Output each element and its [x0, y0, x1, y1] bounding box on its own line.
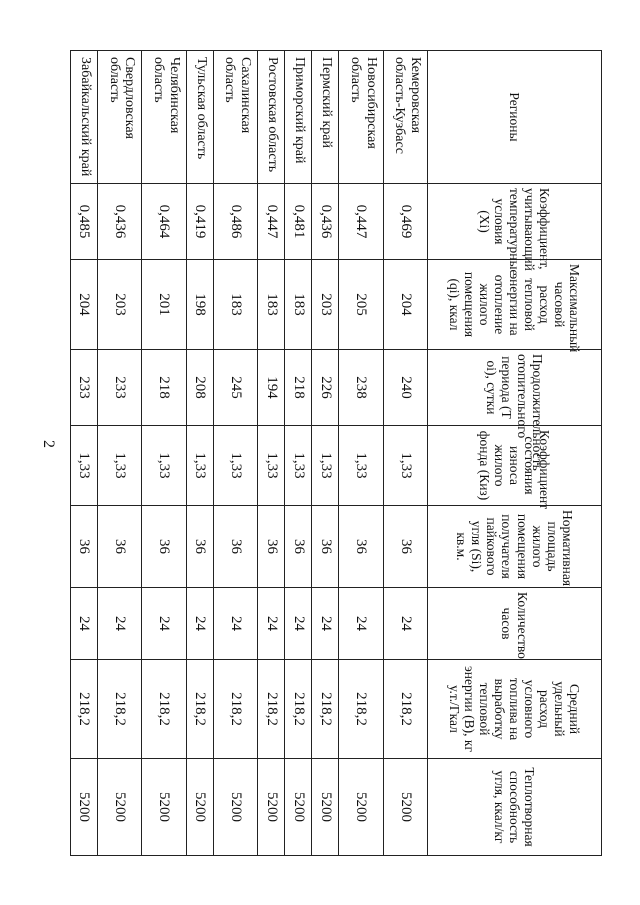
heating-period-cell: 194 [258, 350, 285, 426]
hours-cell: 24 [142, 588, 186, 660]
region-cell: Пермский край [312, 51, 339, 184]
header-norm-area: Нормативная площадь жилого помещения получателя пайкового угля (Si), кв.м. [428, 506, 602, 588]
fuel-consumption-cell: 218,2 [186, 660, 213, 759]
max-hourly-heat-cell: 198 [186, 260, 213, 350]
table-row [213, 51, 257, 856]
hours-cell: 24 [339, 588, 383, 660]
hours-cell: 24 [285, 588, 312, 660]
heating-period-cell: 218 [142, 350, 186, 426]
table-row [285, 51, 312, 856]
table-row [98, 51, 142, 856]
norm-area-cell: 36 [258, 506, 285, 588]
region-cell: Челябинская область [142, 51, 186, 184]
table-row [186, 51, 213, 856]
temperature-coefficient-cell: 0,481 [285, 184, 312, 260]
calorific-value-cell: 5200 [383, 759, 427, 856]
norm-area-cell: 36 [383, 506, 427, 588]
rotated-table-container [70, 50, 602, 855]
heating-period-cell: 238 [339, 350, 383, 426]
calorific-value-cell: 5200 [339, 759, 383, 856]
wear-coefficient-cell: 1,33 [213, 426, 257, 506]
wear-coefficient-cell: 1,33 [142, 426, 186, 506]
fuel-consumption-cell: 218,2 [339, 660, 383, 759]
coal-norms-table [70, 50, 602, 856]
fuel-consumption-cell: 218,2 [285, 660, 312, 759]
norm-area-cell: 36 [339, 506, 383, 588]
table-row [312, 51, 339, 856]
heating-period-cell: 226 [312, 350, 339, 426]
fuel-consumption-cell: 218,2 [258, 660, 285, 759]
wear-coefficient-cell: 1,33 [339, 426, 383, 506]
heating-period-cell: 218 [285, 350, 312, 426]
page-number: 2 [40, 440, 57, 448]
table-header-row [428, 51, 602, 856]
norm-area-cell: 36 [312, 506, 339, 588]
calorific-value-cell: 5200 [98, 759, 142, 856]
temperature-coefficient-cell: 0,436 [312, 184, 339, 260]
wear-coefficient-cell: 1,33 [186, 426, 213, 506]
region-cell: Приморский край [285, 51, 312, 184]
header-temperature-coefficient: Коэффициент, учитывающий температурные условия (Хi) [428, 184, 602, 260]
table-row [71, 51, 98, 856]
hours-cell: 24 [213, 588, 257, 660]
region-cell: Кемеровская область-Кузбасс [383, 51, 427, 184]
calorific-value-cell: 5200 [285, 759, 312, 856]
norm-area-cell: 36 [213, 506, 257, 588]
calorific-value-cell: 5200 [213, 759, 257, 856]
table-row [383, 51, 427, 856]
hours-cell: 24 [186, 588, 213, 660]
table-row [142, 51, 186, 856]
fuel-consumption-cell: 218,2 [142, 660, 186, 759]
table-row [339, 51, 383, 856]
temperature-coefficient-cell: 0,486 [213, 184, 257, 260]
wear-coefficient-cell: 1,33 [258, 426, 285, 506]
wear-coefficient-cell: 1,33 [312, 426, 339, 506]
max-hourly-heat-cell: 204 [71, 260, 98, 350]
max-hourly-heat-cell: 183 [258, 260, 285, 350]
table-body [71, 51, 428, 856]
norm-area-cell: 36 [142, 506, 186, 588]
fuel-consumption-cell: 218,2 [71, 660, 98, 759]
max-hourly-heat-cell: 205 [339, 260, 383, 350]
wear-coefficient-cell: 1,33 [285, 426, 312, 506]
calorific-value-cell: 5200 [71, 759, 98, 856]
norm-area-cell: 36 [285, 506, 312, 588]
hours-cell: 24 [258, 588, 285, 660]
region-cell: Тульская область [186, 51, 213, 184]
heating-period-cell: 233 [71, 350, 98, 426]
temperature-coefficient-cell: 0,464 [142, 184, 186, 260]
region-cell: Забайкальский край [71, 51, 98, 184]
heating-period-cell: 233 [98, 350, 142, 426]
hours-cell: 24 [98, 588, 142, 660]
temperature-coefficient-cell: 0,436 [98, 184, 142, 260]
fuel-consumption-cell: 218,2 [98, 660, 142, 759]
norm-area-cell: 36 [71, 506, 98, 588]
hours-cell: 24 [71, 588, 98, 660]
header-hours: Количество часов [428, 588, 602, 660]
region-cell: Ростовская область [258, 51, 285, 184]
temperature-coefficient-cell: 0,419 [186, 184, 213, 260]
hours-cell: 24 [383, 588, 427, 660]
max-hourly-heat-cell: 203 [312, 260, 339, 350]
norm-area-cell: 36 [186, 506, 213, 588]
calorific-value-cell: 5200 [312, 759, 339, 856]
temperature-coefficient-cell: 0,469 [383, 184, 427, 260]
heating-period-cell: 245 [213, 350, 257, 426]
heating-period-cell: 208 [186, 350, 213, 426]
table-row [258, 51, 285, 856]
hours-cell: 24 [312, 588, 339, 660]
fuel-consumption-cell: 218,2 [213, 660, 257, 759]
max-hourly-heat-cell: 204 [383, 260, 427, 350]
calorific-value-cell: 5200 [258, 759, 285, 856]
header-max-hourly-heat: Максимальный часовой расход тепловой энергии на отопление жилого помещения (qi), ккал [428, 260, 602, 350]
header-wear-coefficient: Коэффициент состояния износа жилого фонда (Киз) [428, 426, 602, 506]
header-calorific-value: Теплотворная способность угля, ккал/кг [428, 759, 602, 856]
max-hourly-heat-cell: 183 [213, 260, 257, 350]
heating-period-cell: 240 [383, 350, 427, 426]
max-hourly-heat-cell: 201 [142, 260, 186, 350]
max-hourly-heat-cell: 183 [285, 260, 312, 350]
wear-coefficient-cell: 1,33 [383, 426, 427, 506]
fuel-consumption-cell: 218,2 [383, 660, 427, 759]
header-heating-period: Продолжительность отопительного периода (Т oi), сутки [428, 350, 602, 426]
norm-area-cell: 36 [98, 506, 142, 588]
header-regions: Регионы [428, 51, 602, 184]
temperature-coefficient-cell: 0,485 [71, 184, 98, 260]
region-cell: Свердловская область [98, 51, 142, 184]
wear-coefficient-cell: 1,33 [98, 426, 142, 506]
region-cell: Новосибирская область [339, 51, 383, 184]
fuel-consumption-cell: 218,2 [312, 660, 339, 759]
wear-coefficient-cell: 1,33 [71, 426, 98, 506]
calorific-value-cell: 5200 [186, 759, 213, 856]
header-fuel-consumption: Средний удельный расход условного топлива на выработку тепловой энергии (В), кг у.т./Гкал [428, 660, 602, 759]
max-hourly-heat-cell: 203 [98, 260, 142, 350]
region-cell: Сахалинская область [213, 51, 257, 184]
temperature-coefficient-cell: 0,447 [258, 184, 285, 260]
temperature-coefficient-cell: 0,447 [339, 184, 383, 260]
calorific-value-cell: 5200 [142, 759, 186, 856]
